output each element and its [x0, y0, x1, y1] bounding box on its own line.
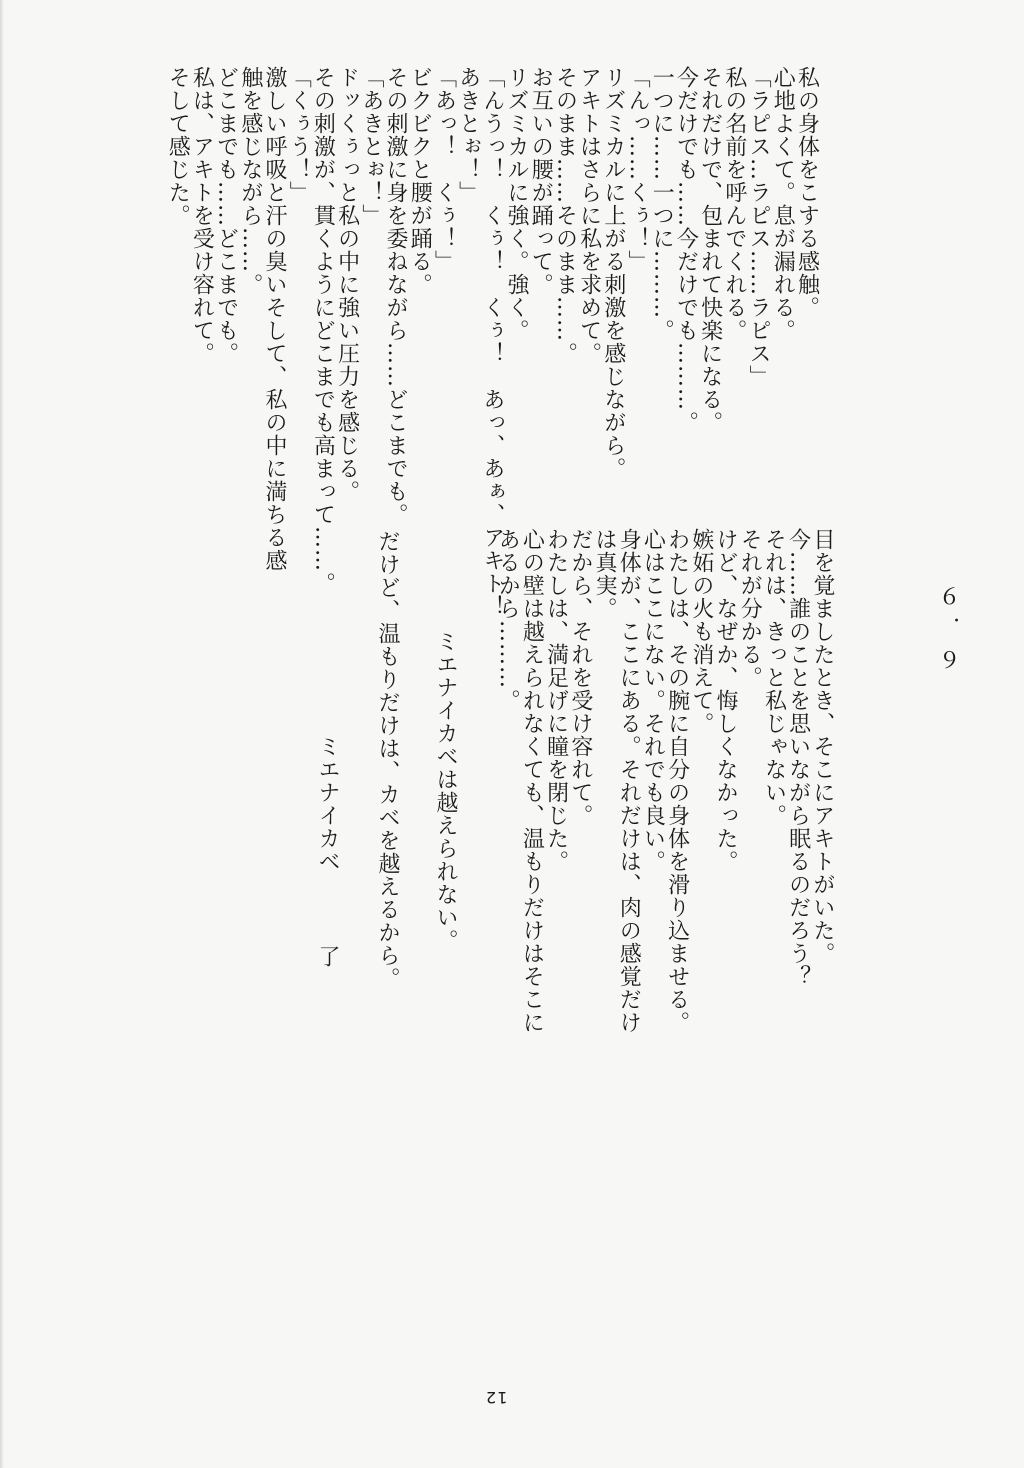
- text-line: あるから………。: [495, 528, 521, 712]
- text-line: は真実。: [592, 528, 618, 620]
- signoff: [315, 735, 339, 968]
- text-line: 激しい呼吸と汗の臭いそして、私の中に満ちる感: [262, 66, 288, 572]
- text-line: 身体が、ここにある。それだけは、肉の感覚だけ: [616, 528, 642, 1034]
- text-line: わたしは、満足げに瞳を閉じた。: [543, 528, 569, 873]
- text-line: あきとぉ！」: [455, 66, 481, 204]
- text-line: だから、それを受け容れて。: [567, 528, 593, 827]
- text-line: ドッくぅっと私の中に強い圧力を感じる。: [334, 66, 360, 503]
- text-line: 「あっ！ くぅ！」: [431, 66, 457, 273]
- text-line: わたしは、その腕に自分の身体を滑り込ませる。: [664, 528, 690, 1034]
- text-line: リズミカルに強く。強く。: [504, 66, 530, 342]
- text-line: それは、きっと私じゃない。: [761, 528, 787, 827]
- chapter-number: ６．９: [935, 585, 960, 681]
- text-line: どこまでも……どこまでも。: [213, 66, 239, 365]
- text-line: 私の名前を呼んでくれる。: [721, 66, 747, 342]
- text-line: 私の身体をこする感触。: [794, 66, 820, 319]
- end-line: ミエナイカベは越えられない。: [433, 630, 458, 952]
- scan-edge-shadow: [0, 0, 4, 1468]
- text-line: それが分かる。: [737, 528, 763, 689]
- text-line: 私は、アキトを受け容れて。: [189, 66, 215, 365]
- text-line: それだけで、包まれて快楽になる。: [697, 66, 723, 434]
- text-line: 心の壁は越えられなくても、温もりだけはそこに: [519, 528, 545, 1034]
- text-line: その刺激に身を委ねながら……どこまでも。: [383, 66, 409, 526]
- text-line: 「ラピス…ラピス……ラピス」: [746, 66, 772, 388]
- text-line: そのまま……そのまま……。: [552, 66, 578, 365]
- text-line: リズミカルに上がる刺激を感じながら。: [600, 66, 626, 480]
- text-line: 心はここにない。それでも良い。: [640, 528, 666, 873]
- text-line: 「あきとぉ！」: [358, 66, 384, 227]
- text-line: お互いの腰が踊って。: [528, 66, 554, 296]
- text-line: ビクビクと腰が踊る。: [407, 66, 433, 296]
- text-line: 嫉妬の火も消えて。: [688, 528, 714, 735]
- closing-line: だけど、温もりだけは、カベを越えるから。: [375, 530, 400, 990]
- text-line: 触を感じながら……。: [237, 66, 263, 296]
- text-line: そして感じた。: [165, 66, 191, 227]
- text-line: 一つに……一つに………。: [649, 66, 675, 342]
- text-line: 「んっ……くぅ！」: [625, 66, 651, 273]
- text-line: 「くぅう！」: [286, 66, 312, 204]
- text-line: 目を覚ましたとき、そこにアキトがいた。: [809, 528, 835, 965]
- signoff-title: ミエナイカベ: [315, 735, 340, 873]
- lower-text-block: [495, 528, 835, 1034]
- signoff-mark: 了: [315, 945, 340, 968]
- text-line: 今だけでも……今だけでも………。: [673, 66, 699, 434]
- text-line: けど、なぜか、悔しくなかった。: [713, 528, 739, 873]
- text-line: 今……誰のことを思いながら眠るのだろう？: [785, 528, 811, 988]
- page-number: 12: [485, 1388, 508, 1407]
- text-line: 「んうっ！ くぅ！ くぅ！ あっ、あぁ、アキト！: [479, 66, 505, 618]
- text-line: アキトはさらに私を求めて。: [576, 66, 602, 365]
- text-line: 心地よくて。息が漏れる。: [770, 66, 796, 342]
- text-line: その刺激が、貫くようにどこまでも高まって……。: [310, 66, 336, 595]
